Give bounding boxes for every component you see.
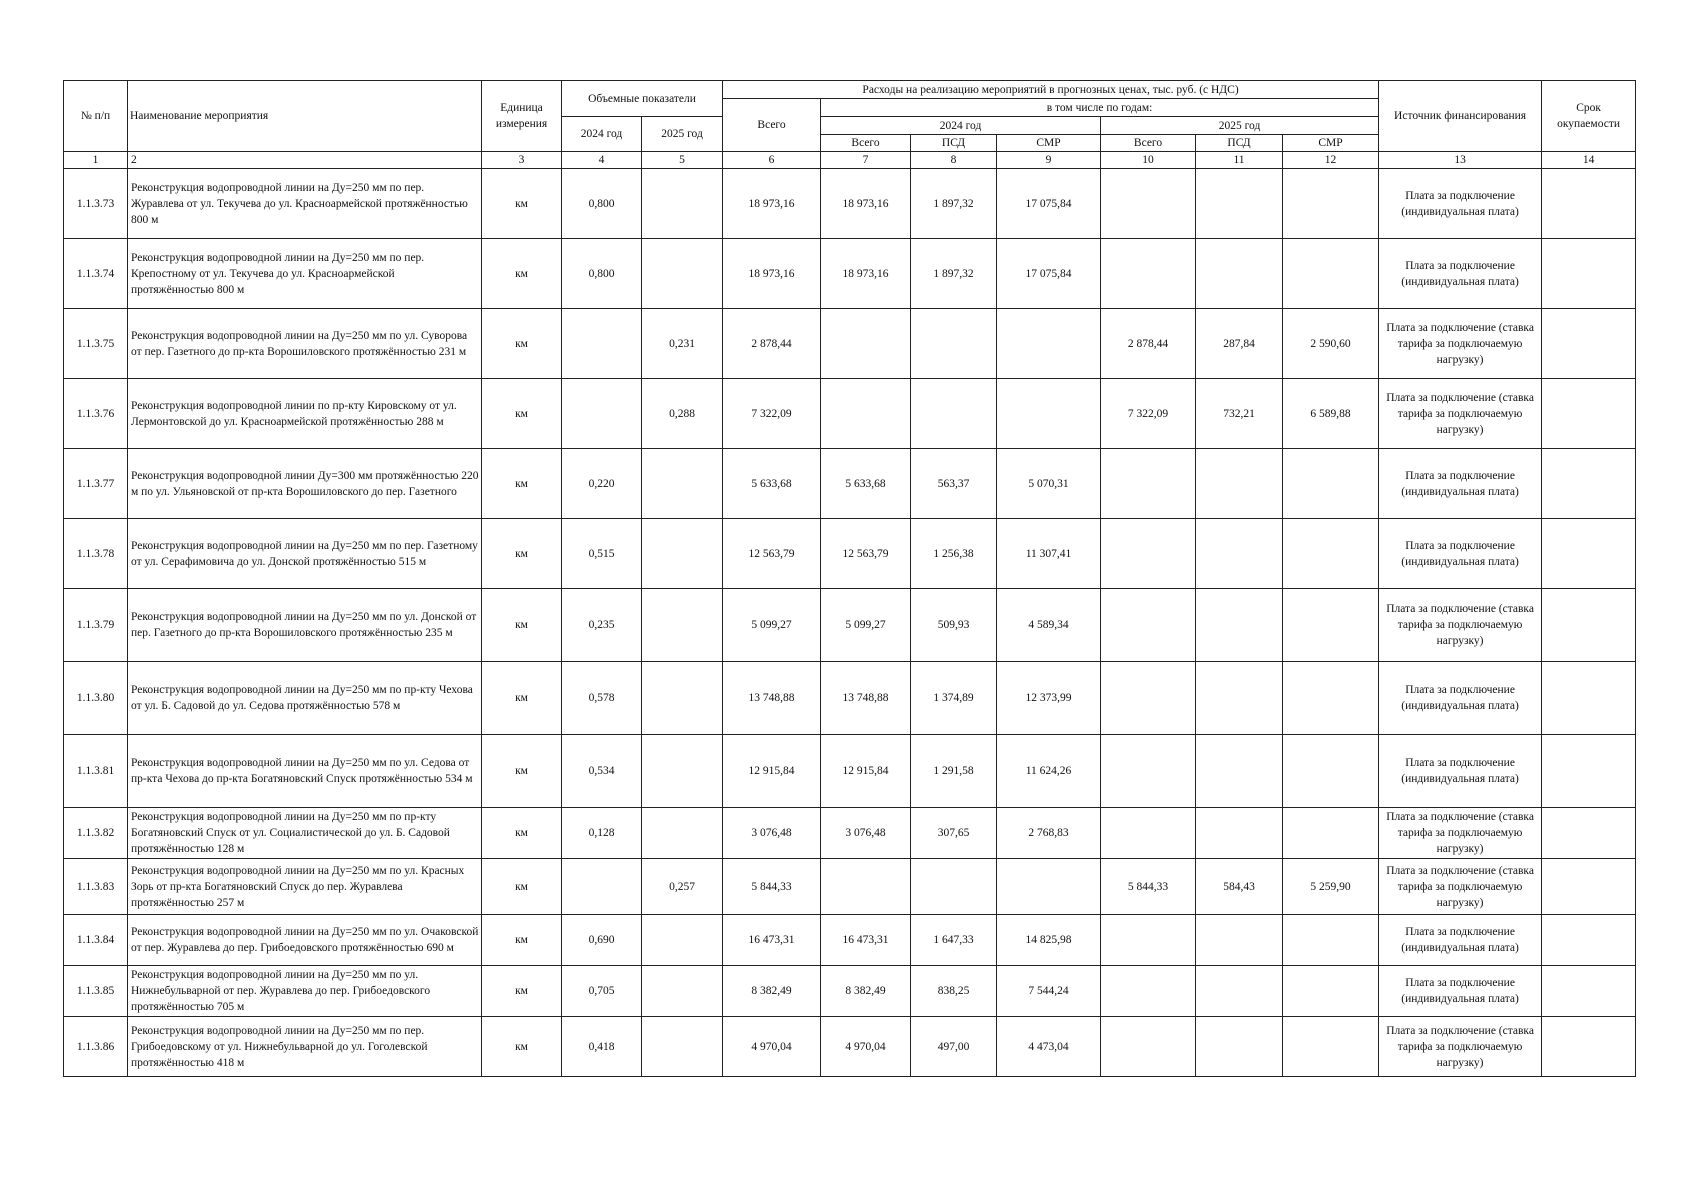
cost-2025-psd: [1196, 449, 1283, 519]
cost-2025-psd: [1196, 966, 1283, 1017]
unit-cell: км: [482, 859, 562, 915]
cost-2024-total: [821, 309, 911, 379]
volume-2025: [642, 915, 723, 966]
column-number: 8: [911, 152, 997, 169]
cost-2024-smr: 17 075,84: [997, 239, 1101, 309]
funding-source: Плата за подключение (индивидуальная плата): [1379, 519, 1542, 589]
cost-2024-total: 12 563,79: [821, 519, 911, 589]
payback-period: [1542, 589, 1636, 662]
cost-2025-total: 7 322,09: [1101, 379, 1196, 449]
cost-2024-total: [821, 379, 911, 449]
cost-total: 18 973,16: [723, 169, 821, 239]
column-number: 3: [482, 152, 562, 169]
table-row: [64, 309, 1636, 379]
row-number: 1.1.3.84: [64, 915, 128, 966]
measure-name: Реконструкция водопроводной линии по пр-кту Кировскому от ул. Лермонтовской до ул. Красноармейской протяжённостью 288 м: [128, 379, 482, 449]
volume-2025: [642, 589, 723, 662]
unit-cell: км: [482, 735, 562, 808]
cost-2024-psd: 563,37: [911, 449, 997, 519]
funding-source: Плата за подключение (ставка тарифа за подключаемую нагрузку): [1379, 1017, 1542, 1077]
row-number: 1.1.3.74: [64, 239, 128, 309]
volume-2025: 0,288: [642, 379, 723, 449]
measure-name: Реконструкция водопроводной линии на Ду=250 мм по ул. Очаковской от пер. Журавлева до пер. Грибоедовского протяжённостью 690 м: [128, 915, 482, 966]
cost-total: 5 633,68: [723, 449, 821, 519]
cost-2024-psd: [911, 859, 997, 915]
cost-total: 4 970,04: [723, 1017, 821, 1077]
cost-total: 3 076,48: [723, 808, 821, 859]
payback-period: [1542, 662, 1636, 735]
volume-2025: [642, 966, 723, 1017]
column-number: 14: [1542, 152, 1636, 169]
table-row: [64, 966, 1636, 1017]
cost-2025-smr: [1283, 662, 1379, 735]
funding-source: Плата за подключение (индивидуальная плата): [1379, 239, 1542, 309]
cost-2025-psd: [1196, 662, 1283, 735]
funding-source: Плата за подключение (ставка тарифа за подключаемую нагрузку): [1379, 309, 1542, 379]
header-year-2024: 2024 год: [821, 117, 1101, 135]
cost-2025-psd: 584,43: [1196, 859, 1283, 915]
table-row: [64, 859, 1636, 915]
row-number: 1.1.3.77: [64, 449, 128, 519]
volume-2024: 0,220: [562, 449, 642, 519]
column-number: 11: [1196, 152, 1283, 169]
column-number: 6: [723, 152, 821, 169]
cost-2024-psd: 497,00: [911, 1017, 997, 1077]
cost-2025-total: [1101, 662, 1196, 735]
cost-2025-smr: [1283, 449, 1379, 519]
header-year-2025: 2025 год: [1101, 117, 1379, 135]
payback-period: [1542, 966, 1636, 1017]
payback-period: [1542, 239, 1636, 309]
unit-cell: км: [482, 966, 562, 1017]
column-number: 9: [997, 152, 1101, 169]
cost-2025-total: [1101, 589, 1196, 662]
cost-2025-smr: [1283, 589, 1379, 662]
header-volume: Объемные показатели: [562, 81, 723, 117]
payback-period: [1542, 915, 1636, 966]
column-number: 13: [1379, 152, 1542, 169]
unit-cell: км: [482, 808, 562, 859]
funding-source: Плата за подключение (ставка тарифа за подключаемую нагрузку): [1379, 589, 1542, 662]
cost-2024-total: 18 973,16: [821, 239, 911, 309]
row-number: 1.1.3.82: [64, 808, 128, 859]
cost-2025-smr: [1283, 239, 1379, 309]
unit-cell: км: [482, 239, 562, 309]
cost-total: 5 844,33: [723, 859, 821, 915]
header-2024-psd: ПСД: [911, 135, 997, 152]
cost-2025-total: 2 878,44: [1101, 309, 1196, 379]
cost-2025-psd: [1196, 239, 1283, 309]
cost-2024-smr: [997, 379, 1101, 449]
cost-2024-smr: 2 768,83: [997, 808, 1101, 859]
unit-cell: км: [482, 379, 562, 449]
header-costs-total: Всего: [723, 99, 821, 152]
measure-name: Реконструкция водопроводной линии на Ду=250 мм по ул. Нижнебульварной от пер. Журавлева до пер. Грибоедовского протяжённостью 705 м: [128, 966, 482, 1017]
measure-name: Реконструкция водопроводной линии на Ду=250 мм по пер. Крепостному от ул. Текучева до ул. Красноармейской протяжённостью 800 м: [128, 239, 482, 309]
cost-2024-psd: 1 256,38: [911, 519, 997, 589]
cost-2025-total: [1101, 915, 1196, 966]
volume-2025: [642, 239, 723, 309]
cost-total: 12 563,79: [723, 519, 821, 589]
volume-2024: 0,418: [562, 1017, 642, 1077]
volume-2025: 0,231: [642, 309, 723, 379]
volume-2025: [642, 1017, 723, 1077]
measure-name: Реконструкция водопроводной линии на Ду=250 мм по ул. Донской от пер. Газетного до пр-кта Ворошиловского протяжённостью 235 м: [128, 589, 482, 662]
cost-2025-smr: [1283, 519, 1379, 589]
cost-2025-psd: [1196, 169, 1283, 239]
volume-2024: 0,128: [562, 808, 642, 859]
unit-cell: км: [482, 662, 562, 735]
cost-2025-smr: 5 259,90: [1283, 859, 1379, 915]
volume-2024: [562, 309, 642, 379]
cost-2024-total: 8 382,49: [821, 966, 911, 1017]
cost-2025-smr: [1283, 915, 1379, 966]
measure-name: Реконструкция водопроводной линии на Ду=250 мм по ул. Красных Зорь от пр-кта Богатяновский Спуск до пер. Журавлева протяжённостью 257 м: [128, 859, 482, 915]
column-number: 5: [642, 152, 723, 169]
column-number: 4: [562, 152, 642, 169]
row-number: 1.1.3.80: [64, 662, 128, 735]
volume-2024: [562, 859, 642, 915]
measure-name: Реконструкция водопроводной линии Ду=300 мм протяжённостью 220 м по ул. Ульяновской от пр-кта Ворошиловского до пер. Газетного: [128, 449, 482, 519]
unit-cell: км: [482, 1017, 562, 1077]
cost-2025-total: [1101, 1017, 1196, 1077]
table-row: [64, 239, 1636, 309]
header-2025-smr: СМР: [1283, 135, 1379, 152]
cost-2024-smr: [997, 859, 1101, 915]
cost-2025-smr: [1283, 966, 1379, 1017]
cost-2024-smr: 5 070,31: [997, 449, 1101, 519]
volume-2024: 0,705: [562, 966, 642, 1017]
volume-2024: 0,578: [562, 662, 642, 735]
funding-source: Плата за подключение (индивидуальная плата): [1379, 966, 1542, 1017]
payback-period: [1542, 309, 1636, 379]
measure-name: Реконструкция водопроводной линии на Ду=250 мм по пр-кту Богатяновский Спуск от ул. Социалистической до ул. Б. Садовой протяжённостью 128 м: [128, 808, 482, 859]
row-number: 1.1.3.85: [64, 966, 128, 1017]
table-body: [64, 169, 1636, 1077]
cost-total: 2 878,44: [723, 309, 821, 379]
cost-2024-psd: 307,65: [911, 808, 997, 859]
cost-2024-total: [821, 859, 911, 915]
cost-total: 18 973,16: [723, 239, 821, 309]
header-2024-smr: СМР: [997, 135, 1101, 152]
table-row: [64, 169, 1636, 239]
volume-2024: 0,690: [562, 915, 642, 966]
measure-name: Реконструкция водопроводной линии на Ду=250 мм по ул. Седова от пр-кта Чехова до пр-кта Богатяновский Спуск протяжённостью 534 м: [128, 735, 482, 808]
funding-source: Плата за подключение (индивидуальная плата): [1379, 662, 1542, 735]
volume-2024: 0,515: [562, 519, 642, 589]
cost-2024-smr: 12 373,99: [997, 662, 1101, 735]
header-payback: Срок окупаемости: [1542, 81, 1636, 152]
volume-2024: [562, 379, 642, 449]
measure-name: Реконструкция водопроводной линии на Ду=250 мм по ул. Суворова от пер. Газетного до пр-кта Ворошиловского протяжённостью 231 м: [128, 309, 482, 379]
cost-total: 12 915,84: [723, 735, 821, 808]
cost-2025-psd: [1196, 808, 1283, 859]
cost-2025-total: [1101, 169, 1196, 239]
volume-2024: 0,800: [562, 169, 642, 239]
volume-2024: 0,235: [562, 589, 642, 662]
cost-2025-smr: [1283, 735, 1379, 808]
cost-2024-psd: 838,25: [911, 966, 997, 1017]
funding-source: Плата за подключение (индивидуальная плата): [1379, 915, 1542, 966]
row-number: 1.1.3.75: [64, 309, 128, 379]
payback-period: [1542, 449, 1636, 519]
cost-2024-smr: 4 589,34: [997, 589, 1101, 662]
table-row: [64, 808, 1636, 859]
payback-period: [1542, 379, 1636, 449]
measure-name: Реконструкция водопроводной линии на Ду=250 мм по пер. Газетному от ул. Серафимовича до ул. Донской протяжённостью 515 м: [128, 519, 482, 589]
cost-2025-psd: [1196, 915, 1283, 966]
row-number: 1.1.3.79: [64, 589, 128, 662]
measure-name: Реконструкция водопроводной линии на Ду=250 мм по пер. Журавлева от ул. Текучева до ул. Красноармейской протяжённостью 800 м: [128, 169, 482, 239]
table-row: [64, 519, 1636, 589]
cost-2024-psd: 1 897,32: [911, 239, 997, 309]
header-volume-2025: 2025 год: [642, 117, 723, 152]
table-row: [64, 1017, 1636, 1077]
header-source: Источник финансирования: [1379, 81, 1542, 152]
row-number: 1.1.3.81: [64, 735, 128, 808]
cost-2025-total: 5 844,33: [1101, 859, 1196, 915]
cost-2024-total: 5 633,68: [821, 449, 911, 519]
cost-2025-smr: 6 589,88: [1283, 379, 1379, 449]
cost-2025-total: [1101, 519, 1196, 589]
cost-2024-total: 3 076,48: [821, 808, 911, 859]
volume-2024: 0,800: [562, 239, 642, 309]
header-name: Наименование мероприятия: [128, 81, 482, 152]
header-costs: Расходы на реализацию мероприятий в прогнозных ценах, тыс. руб. (с НДС): [723, 81, 1379, 99]
cost-2025-total: [1101, 735, 1196, 808]
cost-2024-smr: 17 075,84: [997, 169, 1101, 239]
cost-2024-smr: [997, 309, 1101, 379]
cost-total: 16 473,31: [723, 915, 821, 966]
funding-source: Плата за подключение (ставка тарифа за подключаемую нагрузку): [1379, 859, 1542, 915]
measure-name: Реконструкция водопроводной линии на Ду=250 мм по пер. Грибоедовскому от ул. Нижнебульварной до ул. Гоголевской протяжённостью 418 м: [128, 1017, 482, 1077]
cost-2024-total: 18 973,16: [821, 169, 911, 239]
cost-total: 7 322,09: [723, 379, 821, 449]
unit-cell: км: [482, 589, 562, 662]
cost-2025-psd: [1196, 589, 1283, 662]
volume-2025: [642, 169, 723, 239]
cost-2025-smr: [1283, 808, 1379, 859]
cost-2025-smr: [1283, 169, 1379, 239]
header-2024-total: Всего: [821, 135, 911, 152]
table-row: [64, 735, 1636, 808]
cost-2025-psd: [1196, 735, 1283, 808]
cost-2024-total: 16 473,31: [821, 915, 911, 966]
cost-2025-psd: 287,84: [1196, 309, 1283, 379]
volume-2024: 0,534: [562, 735, 642, 808]
payback-period: [1542, 1017, 1636, 1077]
funding-source: Плата за подключение (индивидуальная плата): [1379, 169, 1542, 239]
header-no: № п/п: [64, 81, 128, 152]
volume-2025: [642, 449, 723, 519]
header-volume-2024: 2024 год: [562, 117, 642, 152]
unit-cell: км: [482, 309, 562, 379]
cost-2024-total: 5 099,27: [821, 589, 911, 662]
cost-2024-psd: 1 647,33: [911, 915, 997, 966]
payback-period: [1542, 519, 1636, 589]
cost-2024-psd: 1 897,32: [911, 169, 997, 239]
document-sheet: [63, 80, 1636, 1077]
funding-source: Плата за подключение (индивидуальная плата): [1379, 735, 1542, 808]
measure-name: Реконструкция водопроводной линии на Ду=250 мм по пр-кту Чехова от ул. Б. Садовой до ул. Седова протяжённостью 578 м: [128, 662, 482, 735]
column-number: 12: [1283, 152, 1379, 169]
cost-2025-total: [1101, 808, 1196, 859]
unit-cell: км: [482, 169, 562, 239]
cost-2025-psd: [1196, 1017, 1283, 1077]
cost-2025-psd: [1196, 519, 1283, 589]
unit-cell: км: [482, 915, 562, 966]
cost-2024-smr: 4 473,04: [997, 1017, 1101, 1077]
column-number: 10: [1101, 152, 1196, 169]
cost-2024-total: 13 748,88: [821, 662, 911, 735]
unit-cell: км: [482, 519, 562, 589]
row-number: 1.1.3.78: [64, 519, 128, 589]
cost-2025-psd: 732,21: [1196, 379, 1283, 449]
column-number: 1: [64, 152, 128, 169]
cost-2024-smr: 7 544,24: [997, 966, 1101, 1017]
header-2025-psd: ПСД: [1196, 135, 1283, 152]
column-number: 7: [821, 152, 911, 169]
table-row: [64, 449, 1636, 519]
measures-table: [63, 80, 1636, 1077]
cost-2025-smr: 2 590,60: [1283, 309, 1379, 379]
header-by-years: в том числе по годам:: [821, 99, 1379, 117]
volume-2025: [642, 662, 723, 735]
funding-source: Плата за подключение (ставка тарифа за подключаемую нагрузку): [1379, 808, 1542, 859]
cost-2024-smr: 11 624,26: [997, 735, 1101, 808]
column-number-row: [64, 152, 1636, 169]
cost-2024-psd: 509,93: [911, 589, 997, 662]
row-number: 1.1.3.86: [64, 1017, 128, 1077]
payback-period: [1542, 808, 1636, 859]
header-2025-total: Всего: [1101, 135, 1196, 152]
table-row: [64, 589, 1636, 662]
cost-2025-smr: [1283, 1017, 1379, 1077]
table-row: [64, 915, 1636, 966]
volume-2025: 0,257: [642, 859, 723, 915]
cost-2025-total: [1101, 239, 1196, 309]
cost-2024-total: 12 915,84: [821, 735, 911, 808]
column-number: 2: [128, 152, 482, 169]
cost-2025-total: [1101, 966, 1196, 1017]
row-number: 1.1.3.83: [64, 859, 128, 915]
table-row: [64, 662, 1636, 735]
volume-2025: [642, 735, 723, 808]
table-row: [64, 379, 1636, 449]
cost-total: 8 382,49: [723, 966, 821, 1017]
header-unit: Единица измерения: [482, 81, 562, 152]
funding-source: Плата за подключение (индивидуальная плата): [1379, 449, 1542, 519]
row-number: 1.1.3.73: [64, 169, 128, 239]
cost-2024-psd: [911, 309, 997, 379]
row-number: 1.1.3.76: [64, 379, 128, 449]
volume-2025: [642, 808, 723, 859]
cost-2024-smr: 14 825,98: [997, 915, 1101, 966]
cost-total: 5 099,27: [723, 589, 821, 662]
cost-total: 13 748,88: [723, 662, 821, 735]
cost-2024-smr: 11 307,41: [997, 519, 1101, 589]
payback-period: [1542, 735, 1636, 808]
unit-cell: км: [482, 449, 562, 519]
funding-source: Плата за подключение (ставка тарифа за подключаемую нагрузку): [1379, 379, 1542, 449]
cost-2024-psd: [911, 379, 997, 449]
cost-2024-psd: 1 291,58: [911, 735, 997, 808]
cost-2025-total: [1101, 449, 1196, 519]
cost-2024-psd: 1 374,89: [911, 662, 997, 735]
cost-2024-total: 4 970,04: [821, 1017, 911, 1077]
payback-period: [1542, 859, 1636, 915]
volume-2025: [642, 519, 723, 589]
payback-period: [1542, 169, 1636, 239]
table-header: [64, 81, 1636, 169]
